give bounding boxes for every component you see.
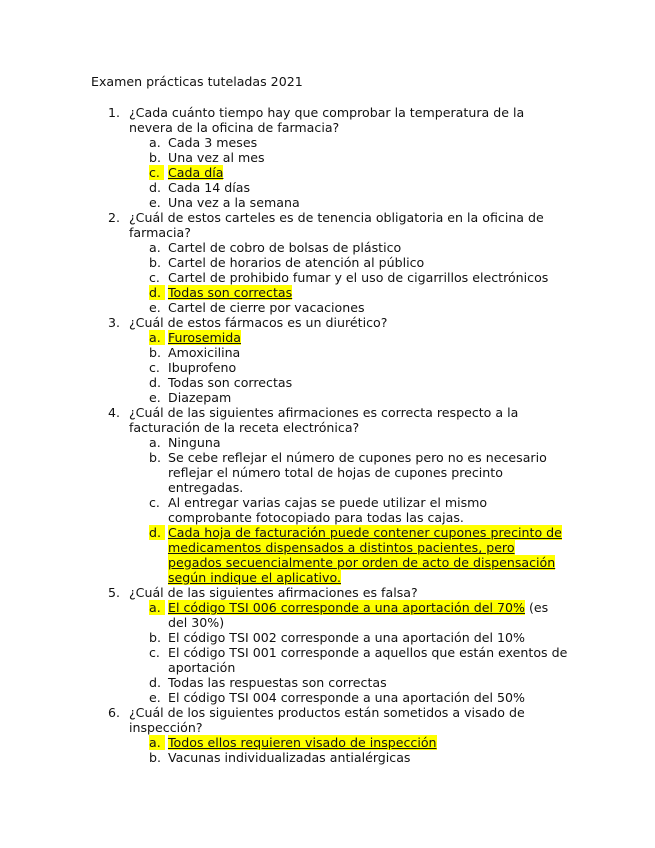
answer-option — [0, 180, 655, 195]
question-number: 4. — [108, 405, 121, 420]
option-text: Se cebe reflejar el número de cupones pero no es necesario reflejar el número total de hojas de cupones precinto entregadas. — [168, 450, 547, 495]
option-letter: d. — [149, 675, 161, 690]
option-text: Cartel de cierre por vacaciones — [168, 300, 365, 315]
option-letter: b. — [149, 150, 161, 165]
question — [0, 405, 655, 585]
question — [0, 705, 655, 765]
option-letter: a. — [149, 330, 165, 345]
option-text: Al entregar varias cajas se puede utilizar el mismo comprobante fotocopiado para todas las cajas. — [168, 495, 488, 525]
answer-option — [0, 135, 655, 150]
highlighted-answer-text: Todas son correctas — [168, 285, 293, 300]
answer-option — [0, 270, 655, 285]
answer-option-correct — [0, 330, 655, 345]
question-text: ¿Cuál de los siguientes productos están sometidos a visado de inspección? — [129, 705, 525, 735]
option-letter: e. — [149, 690, 161, 705]
option-letter: b. — [149, 450, 161, 465]
option-text: El código TSI 004 corresponde a una aportación del 50% — [168, 690, 525, 705]
answer-option — [0, 495, 655, 525]
option-text: El código TSI 001 corresponde a aquellos que están exentos de aportación — [168, 645, 568, 675]
answer-option-correct — [0, 165, 655, 180]
option-text: Vacunas individualizadas antialérgicas — [168, 750, 411, 765]
option-text: Amoxicilina — [168, 345, 241, 360]
answer-option — [0, 375, 655, 390]
option-letter: d. — [149, 180, 161, 195]
answer-option-correct — [0, 285, 655, 300]
option-text: Ninguna — [168, 435, 221, 450]
question-number: 1. — [108, 105, 121, 120]
option-letter: a. — [149, 240, 161, 255]
answer-option — [0, 630, 655, 645]
answer-option-correct — [0, 525, 655, 585]
option-letter: c. — [149, 360, 160, 375]
highlighted-answer-text: Cada día — [168, 165, 224, 180]
option-text: Cartel de cobro de bolsas de plástico — [168, 240, 402, 255]
question-text: ¿Cuál de estos fármacos es un diurético? — [129, 315, 388, 330]
answer-option — [0, 645, 655, 675]
answer-option — [0, 150, 655, 165]
option-text: El código TSI 002 corresponde a una aportación del 10% — [168, 630, 525, 645]
option-letter: a. — [149, 435, 161, 450]
question-list — [0, 105, 655, 765]
answer-option — [0, 450, 655, 495]
question-text: ¿Cuál de las siguientes afirmaciones es correcta respecto a la facturación de la receta electrónica? — [129, 405, 519, 435]
answer-option — [0, 345, 655, 360]
option-letter: a. — [149, 735, 165, 750]
answer-option — [0, 390, 655, 405]
option-text: Una vez a la semana — [168, 195, 300, 210]
answer-option-correct — [0, 600, 655, 630]
option-letter: a. — [149, 600, 165, 615]
option-letter: b. — [149, 630, 161, 645]
answer-option — [0, 675, 655, 690]
question — [0, 105, 655, 210]
option-letter: c. — [149, 495, 160, 510]
answer-option — [0, 690, 655, 705]
answer-option — [0, 255, 655, 270]
highlighted-answer-text: El código TSI 006 corresponde a una aportación del 70% — [168, 600, 525, 615]
option-letter: b. — [149, 750, 161, 765]
answer-option — [0, 750, 655, 765]
answer-option — [0, 195, 655, 210]
highlighted-answer-text: Todos ellos requieren visado de inspección — [168, 735, 437, 750]
option-text: Ibuprofeno — [168, 360, 237, 375]
option-letter: d. — [149, 525, 165, 540]
question-text: ¿Cuál de estos carteles es de tenencia obligatoria en la oficina de farmacia? — [129, 210, 544, 240]
option-text: Cada 3 meses — [168, 135, 258, 150]
question-number: 6. — [108, 705, 121, 720]
option-text: Diazepam — [168, 390, 232, 405]
option-text: Una vez al mes — [168, 150, 265, 165]
option-letter: c. — [149, 645, 160, 660]
highlighted-answer-text: Furosemida — [168, 330, 241, 345]
option-text: Cartel de prohibido fumar y el uso de cigarrillos electrónicos — [168, 270, 549, 285]
option-letter: d. — [149, 285, 165, 300]
option-letter: b. — [149, 255, 161, 270]
option-letter: e. — [149, 300, 161, 315]
option-note: (es del 30%) — [168, 600, 549, 630]
option-letter: e. — [149, 195, 161, 210]
option-letter: c. — [149, 165, 164, 180]
question-number: 2. — [108, 210, 121, 225]
answer-option — [0, 360, 655, 375]
option-text: Cartel de horarios de atención al público — [168, 255, 425, 270]
question — [0, 315, 655, 405]
option-letter: e. — [149, 390, 161, 405]
option-text: Cada 14 días — [168, 180, 251, 195]
answer-option — [0, 435, 655, 450]
option-letter: b. — [149, 345, 161, 360]
question — [0, 585, 655, 705]
question-text: ¿Cada cuánto tiempo hay que comprobar la temperatura de la nevera de la oficina de farmacia? — [129, 105, 525, 135]
question-number: 3. — [108, 315, 121, 330]
option-text: Todas son correctas — [168, 375, 293, 390]
answer-option — [0, 240, 655, 255]
answer-option-correct — [0, 735, 655, 750]
option-letter: a. — [149, 135, 161, 150]
option-letter: d. — [149, 375, 161, 390]
question-text: ¿Cuál de las siguientes afirmaciones es falsa? — [129, 585, 418, 600]
option-text: Todas las respuestas son correctas — [168, 675, 387, 690]
highlighted-answer-text: Cada hoja de facturación puede contener cupones precinto de medicamentos dispensados a distintos pacientes, pero pegados secuencialmente por orden de acto de dispensación según indique el aplicativo. — [168, 525, 562, 585]
document-title: Examen prácticas tuteladas 2021 — [91, 74, 303, 89]
answer-option — [0, 300, 655, 315]
question-number: 5. — [108, 585, 121, 600]
option-letter: c. — [149, 270, 160, 285]
question — [0, 210, 655, 315]
